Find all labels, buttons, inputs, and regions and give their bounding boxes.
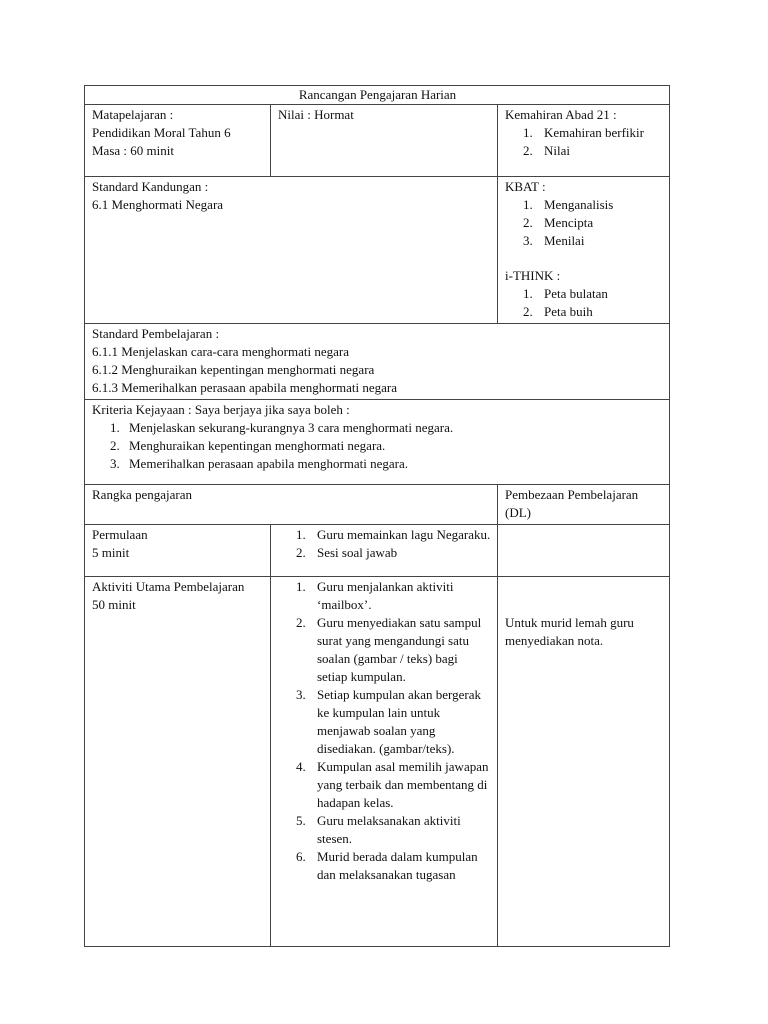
intro-time: 5 minit <box>92 545 130 560</box>
main-stage: Aktiviti Utama Pembelajaran <box>92 579 245 594</box>
list-item: 2. Menghuraikan kepentingan menghormati negara. <box>123 437 663 455</box>
intro-dl-cell <box>498 525 670 577</box>
skills-label: Kemahiran Abad 21 : <box>505 107 617 122</box>
intro-stage-cell <box>85 525 271 577</box>
framework-label: Rangka pengajaran <box>92 487 192 502</box>
intro-row <box>85 525 670 577</box>
learning-standard-row <box>85 324 670 400</box>
ithink-list <box>505 285 663 321</box>
list-item: 1. Guru menjalankan aktiviti ‘mailbox’. <box>309 578 491 614</box>
framework-label-cell <box>85 485 498 525</box>
intro-steps-cell <box>271 525 498 577</box>
list-item: 2. Mencipta <box>536 214 663 232</box>
learning-standard-item: 6.1.2 Menghuraikan kepentingan menghormati negara <box>92 362 375 377</box>
success-criteria-list <box>92 419 663 473</box>
skills-cell <box>498 105 670 177</box>
list-item: 1. Menganalisis <box>536 196 663 214</box>
list-item: 1. Guru memainkan lagu Negaraku. <box>309 526 491 544</box>
list-item: 4. Kumpulan asal memilih jawapan yang terbaik dan membentang di hadapan kelas. <box>309 758 491 812</box>
list-item: 2. Nilai <box>536 142 663 160</box>
main-activity-row <box>85 577 670 947</box>
intro-stage: Permulaan <box>92 527 148 542</box>
kbat-cell <box>498 177 670 324</box>
success-criteria-cell <box>85 400 670 485</box>
main-time: 50 minit <box>92 597 136 612</box>
success-criteria-label: Kriteria Kejayaan : Saya berjaya jika saya boleh : <box>92 402 350 417</box>
dl-label-cell <box>498 485 670 525</box>
list-item: 5. Guru melaksanakan aktiviti stesen. <box>309 812 491 848</box>
list-item: 2. Peta buih <box>536 303 663 321</box>
learning-standard-item: 6.1.3 Memerihalkan perasaan apabila menghormati negara <box>92 380 398 395</box>
skills-list <box>505 124 663 160</box>
framework-header-row <box>85 485 670 525</box>
subject-value: Pendidikan Moral Tahun 6 <box>92 125 231 140</box>
intro-steps-list <box>278 526 491 562</box>
content-standard-cell <box>85 177 498 324</box>
learning-standard-label: Standard Pembelajaran : <box>92 326 220 341</box>
list-item: 3. Setiap kumpulan akan bergerak ke kumpulan lain untuk menjawab soalan yang disediakan. (gambar/teks). <box>309 686 491 758</box>
subject-label: Matapelajaran : <box>92 107 174 122</box>
document-title: Rancangan Pengajaran Harian <box>298 87 457 102</box>
moral-value: Nilai : Hormat <box>278 107 354 122</box>
content-standard-value: 6.1 Menghormati Negara <box>92 197 224 212</box>
list-item: 6. Murid berada dalam kumpulan dan melaksanakan tugasan <box>309 848 491 884</box>
learning-standard-item: 6.1.1 Menjelaskan cara-cara menghormati negara <box>92 344 349 359</box>
learning-standard-cell <box>85 324 670 400</box>
subject-cell <box>85 105 271 177</box>
list-item: 3. Menilai <box>536 232 663 250</box>
content-standard-row <box>85 177 670 324</box>
success-criteria-row <box>85 400 670 485</box>
duration-value: Masa : 60 minit <box>92 143 174 158</box>
dl-label: Pembezaan Pembelajaran (DL) <box>505 487 639 520</box>
kbat-label: KBAT : <box>505 179 546 194</box>
list-item: 1. Menjelaskan sekurang-kurangnya 3 cara menghormati negara. <box>123 419 663 437</box>
main-dl-cell <box>498 577 670 947</box>
value-cell <box>271 105 498 177</box>
list-item: 1. Peta bulatan <box>536 285 663 303</box>
ithink-label: i-THINK : <box>505 268 561 283</box>
list-item: 1. Kemahiran berfikir <box>536 124 663 142</box>
list-item: 2. Sesi soal jawab <box>309 544 491 562</box>
lesson-plan-table <box>84 85 670 947</box>
header-row <box>85 105 670 177</box>
kbat-list <box>505 196 663 250</box>
dl-note: Untuk murid lemah guru menyediakan nota. <box>505 615 634 648</box>
title-row <box>85 86 670 105</box>
content-standard-label: Standard Kandungan : <box>92 179 209 194</box>
main-stage-cell <box>85 577 271 947</box>
main-steps-list <box>278 578 491 884</box>
list-item: 3. Memerihalkan perasaan apabila menghormati negara. <box>123 455 663 473</box>
list-item: 2. Guru menyediakan satu sampul surat yang mengandungi satu soalan (gambar / teks) bagi setiap kumpulan. <box>309 614 491 686</box>
main-steps-cell <box>271 577 498 947</box>
